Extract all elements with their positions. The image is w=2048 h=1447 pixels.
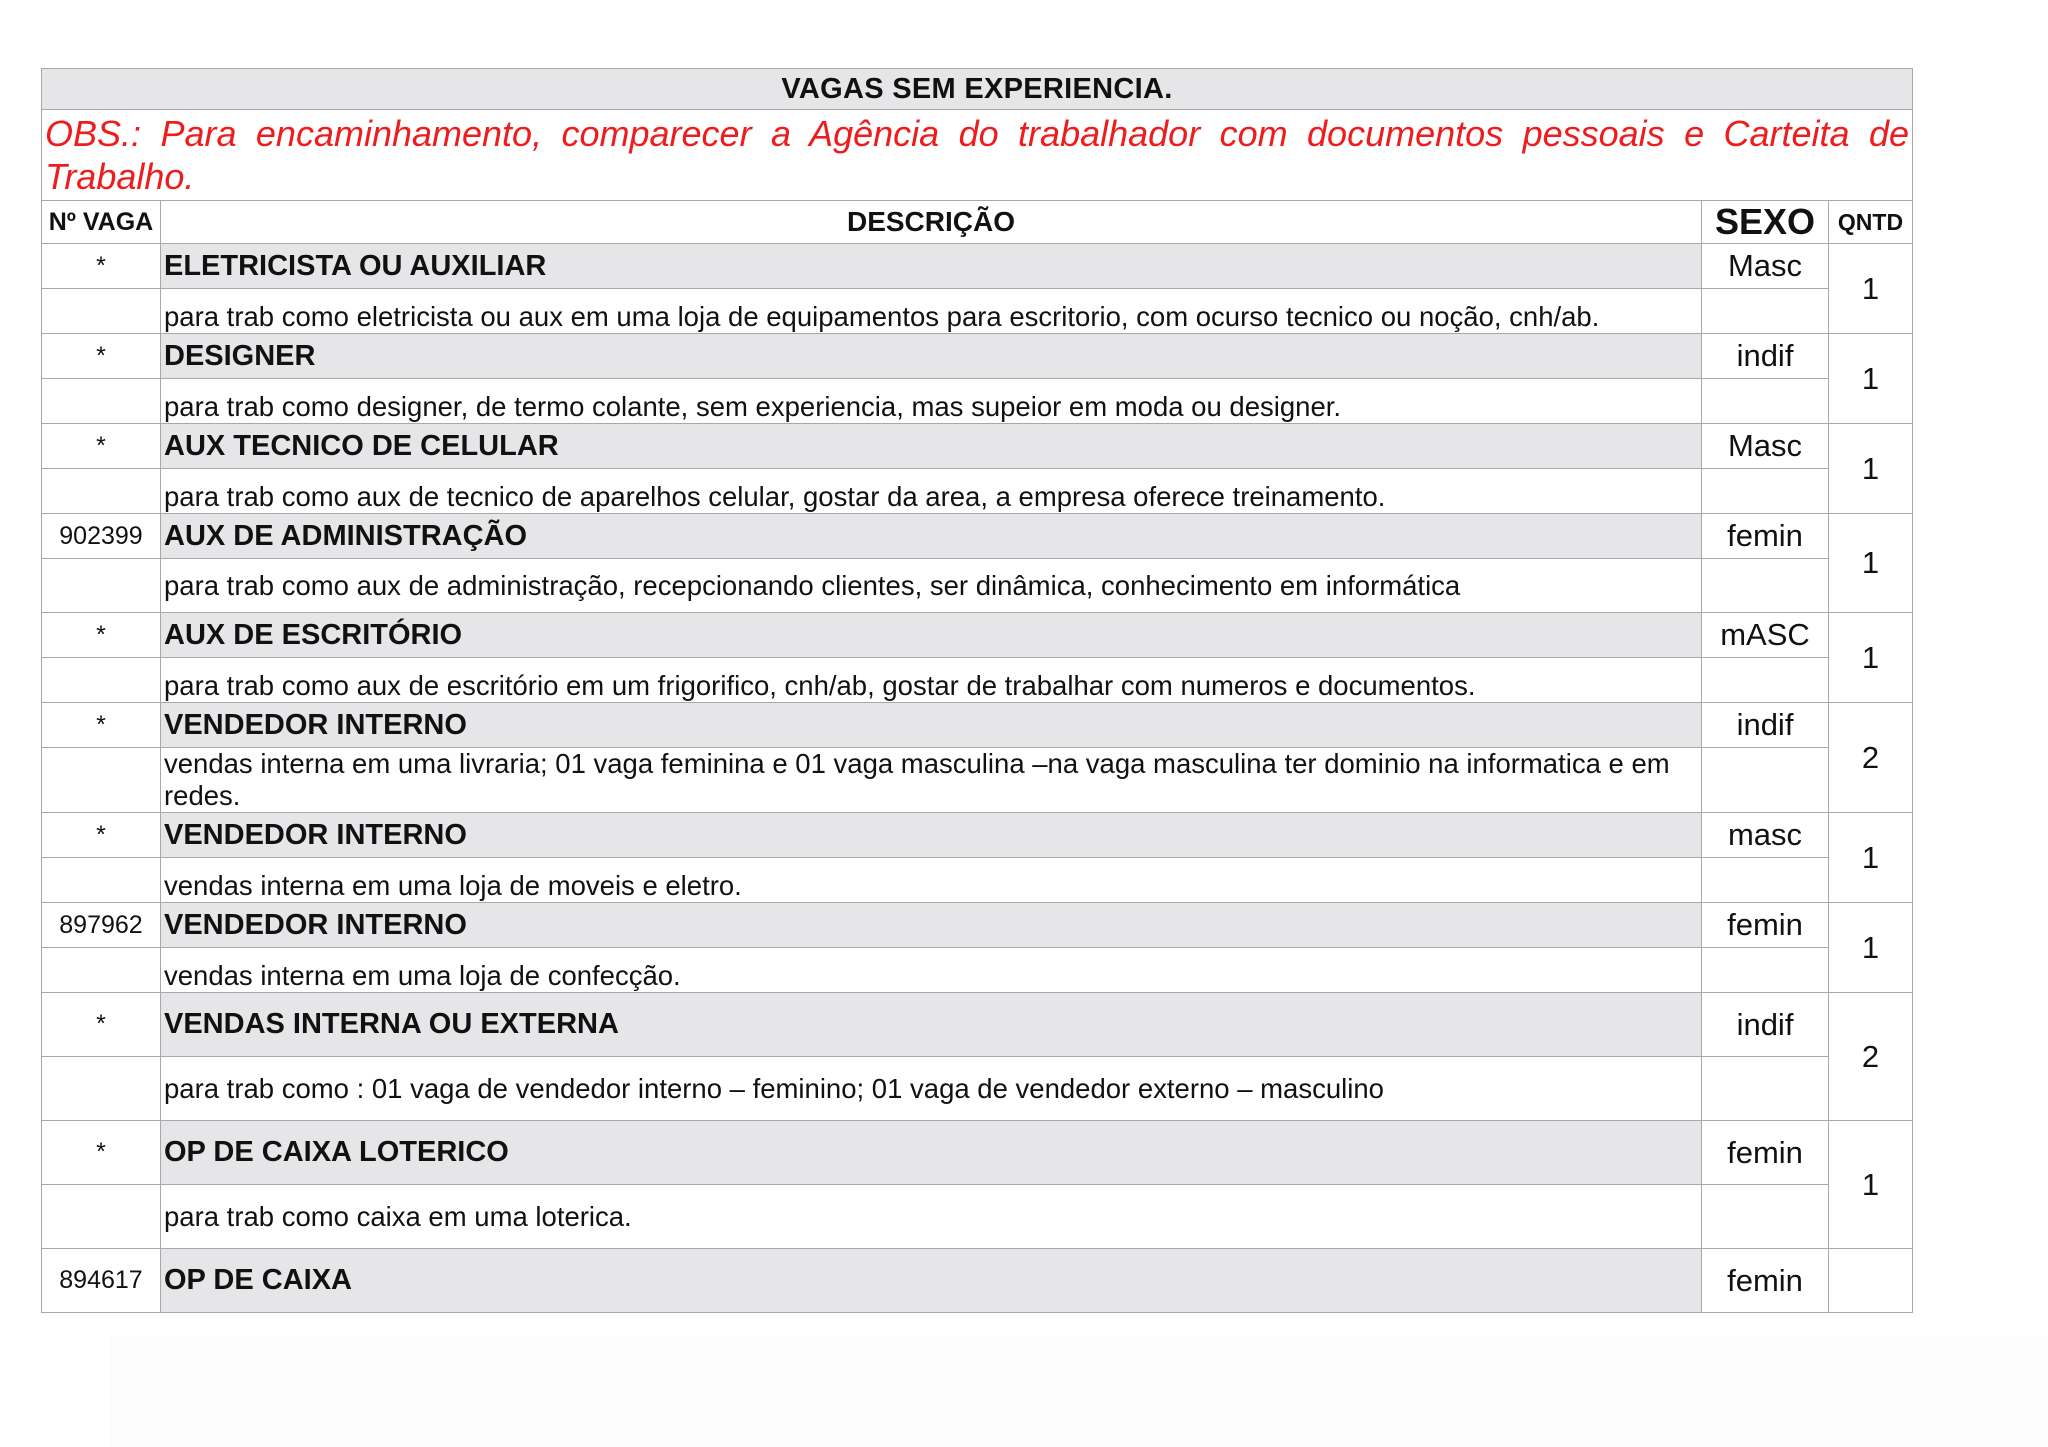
job-sex-spacer [1702,379,1829,424]
job-sex-spacer [1702,858,1829,903]
job-description-row [42,658,1913,703]
job-description: para trab como aux de administração, recepcionando clientes, ser dinâmica, conhecimento em informática [161,559,1702,613]
job-description-row [42,559,1913,613]
job-number: * [42,703,161,748]
job-sex: indif [1702,334,1829,379]
job-title: VENDEDOR INTERNO [161,813,1702,858]
job-description: para trab como caixa em uma loterica. [161,1185,1702,1249]
job-quantity [1829,1249,1913,1313]
job-sex-spacer [1702,559,1829,613]
job-number: * [42,424,161,469]
job-description-row [42,1185,1913,1249]
job-title: OP DE CAIXA [161,1249,1702,1313]
job-title-row [42,613,1913,658]
job-sex: indif [1702,993,1829,1057]
job-quantity: 1 [1829,813,1913,903]
job-title: VENDEDOR INTERNO [161,703,1702,748]
job-title-row [42,993,1913,1057]
job-number-spacer [42,658,161,703]
job-title-row [42,903,1913,948]
job-number-spacer [42,1057,161,1121]
note-text: OBS.: Para encaminhamento, comparecer a Agência do trabalhador com documentos pessoais e Carteita de Trabalho. [42,110,1913,201]
job-description: vendas interna em uma loja de confecção. [161,948,1702,993]
job-quantity: 1 [1829,334,1913,424]
job-title: VENDAS INTERNA OU EXTERNA [161,993,1702,1057]
job-quantity: 1 [1829,514,1913,613]
job-title: VENDEDOR INTERNO [161,903,1702,948]
job-description-row [42,948,1913,993]
job-number: 894617 [42,1249,161,1313]
job-number-spacer [42,559,161,613]
table-title: VAGAS SEM EXPERIENCIA. [42,69,1913,110]
job-number: * [42,1121,161,1185]
job-quantity: 2 [1829,703,1913,813]
job-sex-spacer [1702,748,1829,813]
job-description: para trab como : 01 vaga de vendedor interno – feminino; 01 vaga de vendedor externo – masculino [161,1057,1702,1121]
job-title: OP DE CAIXA LOTERICO [161,1121,1702,1185]
job-description-row [42,289,1913,334]
job-description-row [42,858,1913,903]
job-sex: mASC [1702,613,1829,658]
job-number: * [42,813,161,858]
job-number-spacer [42,858,161,903]
job-sex-spacer [1702,1185,1829,1249]
job-description: vendas interna em uma loja de moveis e eletro. [161,858,1702,903]
job-sex: femin [1702,1121,1829,1185]
job-description-row [42,469,1913,514]
header-sex: SEXO [1702,201,1829,244]
job-title-row [42,244,1913,289]
header-description: DESCRIÇÃO [161,201,1702,244]
job-quantity: 1 [1829,903,1913,993]
note-row [42,110,1913,201]
job-title: AUX DE ADMINISTRAÇÃO [161,514,1702,559]
job-number: * [42,613,161,658]
job-sex-spacer [1702,658,1829,703]
job-number-spacer [42,379,161,424]
job-title-row [42,1249,1913,1313]
job-title-row [42,813,1913,858]
job-title-row [42,1121,1913,1185]
job-description: para trab como aux de escritório em um frigorifico, cnh/ab, gostar de trabalhar com numeros e documentos. [161,658,1702,703]
job-number: 897962 [42,903,161,948]
job-sex: femin [1702,1249,1829,1313]
job-sex-spacer [1702,1057,1829,1121]
job-sex-spacer [1702,948,1829,993]
header-number: Nº VAGA [42,201,161,244]
job-sex-spacer [1702,289,1829,334]
job-title: AUX DE ESCRITÓRIO [161,613,1702,658]
job-quantity: 1 [1829,1121,1913,1249]
job-sex: indif [1702,703,1829,748]
job-description-row [42,379,1913,424]
job-description: para trab como aux de tecnico de aparelhos celular, gostar da area, a empresa oferece treinamento. [161,469,1702,514]
header-row [42,201,1913,244]
job-quantity: 1 [1829,244,1913,334]
job-number: 902399 [42,514,161,559]
job-title: DESIGNER [161,334,1702,379]
job-sex-spacer [1702,469,1829,514]
job-number: * [42,244,161,289]
job-sex: Masc [1702,244,1829,289]
job-description: para trab como eletricista ou aux em uma loja de equipamentos para escritorio, com ocurso tecnico ou noção, cnh/ab. [161,289,1702,334]
job-number-spacer [42,469,161,514]
job-sex: masc [1702,813,1829,858]
job-number-spacer [42,748,161,813]
job-title-row [42,514,1913,559]
job-title-row [42,703,1913,748]
header-quantity: QNTD [1829,201,1913,244]
job-description: vendas interna em uma livraria; 01 vaga feminina e 01 vaga masculina –na vaga masculina ter dominio na informatica e em redes. [161,748,1702,813]
page-margin [110,1336,2048,1447]
job-sex: femin [1702,903,1829,948]
job-title: ELETRICISTA OU AUXILIAR [161,244,1702,289]
job-sex: femin [1702,514,1829,559]
job-quantity: 1 [1829,424,1913,514]
job-title: AUX TECNICO DE CELULAR [161,424,1702,469]
job-number-spacer [42,948,161,993]
job-number-spacer [42,1185,161,1249]
table-title-row [42,69,1913,110]
job-title-row [42,334,1913,379]
job-table [41,68,1913,1313]
job-description: para trab como designer, de termo colante, sem experiencia, mas supeior em moda ou designer. [161,379,1702,424]
job-number: * [42,334,161,379]
job-description-row [42,1057,1913,1121]
job-number: * [42,993,161,1057]
job-quantity: 1 [1829,613,1913,703]
job-sex: Masc [1702,424,1829,469]
job-quantity: 2 [1829,993,1913,1121]
job-number-spacer [42,289,161,334]
job-title-row [42,424,1913,469]
job-description-row [42,748,1913,813]
